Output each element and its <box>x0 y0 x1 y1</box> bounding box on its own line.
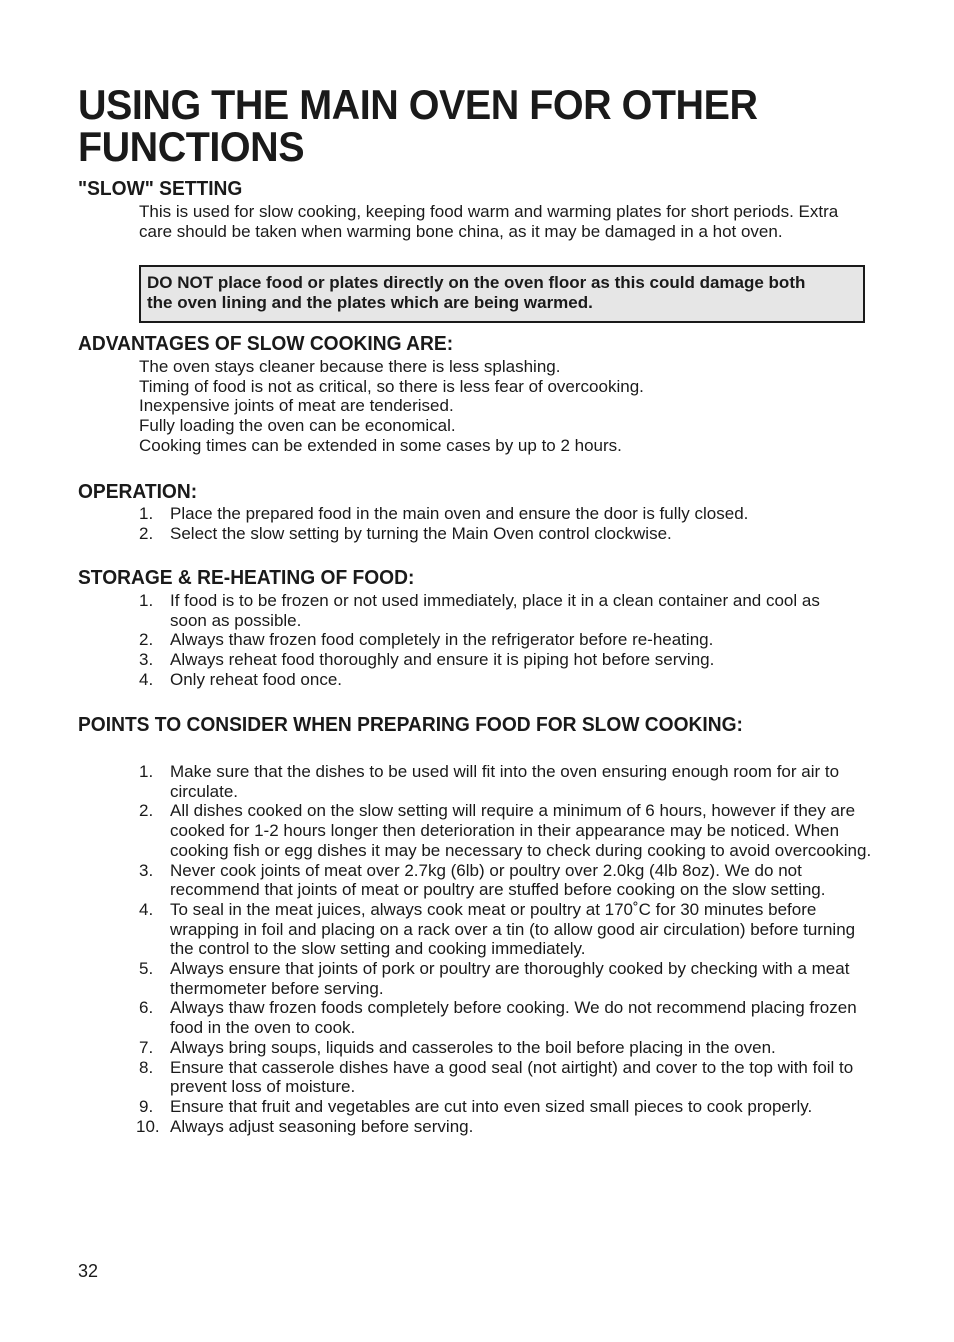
item-text: Always ensure that joints of pork or poultry are thoroughly cooked by checking with a meat thermometer before serving. <box>170 959 850 998</box>
points-heading: POINTS TO CONSIDER WHEN PREPARING FOOD FOR SLOW COOKING: <box>78 714 743 736</box>
item-text: Ensure that casserole dishes have a good seal (not airtight) and cover to the top with foil to prevent loss of moisture. <box>170 1057 854 1097</box>
list-item <box>136 1116 874 1137</box>
page-number: 32 <box>78 1261 99 1281</box>
list-item <box>139 504 874 524</box>
storage-heading: STORAGE & RE-HEATING OF FOOD: <box>78 567 415 589</box>
slow-setting-heading: "SLOW" SETTING <box>78 178 243 200</box>
item-text: Always adjust seasoning before serving. <box>170 1116 474 1136</box>
operation-list <box>139 504 874 543</box>
item-text: Only reheat food once. <box>170 669 343 689</box>
item-number: 5. <box>139 959 154 979</box>
item-text: Never cook joints of meat over 2.7kg (6lb) or poultry over 2.0kg (4lb 8oz). We do not recommend that joints of meat or poultry are stuffed before cooking on the slow setting. <box>170 860 826 900</box>
advantages-heading: ADVANTAGES OF SLOW COOKING ARE: <box>78 333 454 355</box>
slow-setting-description: This is used for slow cooking, keeping food warm and warming plates for short periods. Extra care should be taken when warming bone china, as it may be damaged in a hot oven. <box>139 202 839 241</box>
item-number: 2. <box>139 523 154 543</box>
item-number: 1. <box>139 591 154 610</box>
item-text: To seal in the meat juices, always cook meat or poultry at 170˚C for 30 minutes before wrapping in foil and placing on a rack over a tin (to allow good air circulation) before turning the control to the slow setting and cooking immediately. <box>170 899 856 959</box>
item-text: Always thaw frozen food completely in the refrigerator before re-heating. <box>170 630 714 650</box>
item-number: 7. <box>139 1037 154 1057</box>
item-number: 2. <box>139 801 154 821</box>
item-text: Place the prepared food in the main oven and ensure the door is fully closed. <box>170 504 749 523</box>
item-text: Always bring soups, liquids and casseroles to the boil before placing in the oven. <box>170 1037 776 1057</box>
storage-list <box>139 591 844 690</box>
list-item: Inexpensive joints of meat are tenderised. <box>139 396 454 416</box>
list-item: Timing of food is not as critical, so there is less fear of overcooking. <box>139 376 644 396</box>
list-item <box>139 1097 874 1117</box>
item-number: 2. <box>139 630 154 650</box>
advantages-list <box>139 357 859 456</box>
item-number: 8. <box>139 1057 154 1077</box>
list-item <box>139 801 874 860</box>
list-item <box>139 1038 874 1058</box>
list-item <box>139 591 844 630</box>
item-text: Ensure that fruit and vegetables are cut into even sized small pieces to cook properly. <box>170 1096 813 1116</box>
item-number: 1. <box>139 762 154 781</box>
warning-text: DO NOT place food or plates directly on the oven floor as this could damage both the oven lining and the plates which are being warmed. <box>147 273 806 312</box>
item-number: 10. <box>136 1116 160 1136</box>
item-number: 4. <box>139 669 154 689</box>
item-number: 1. <box>139 504 154 523</box>
list-item <box>139 670 844 690</box>
list-item <box>139 1058 874 1097</box>
page-title: USING THE MAIN OVEN FOR OTHER FUNCTIONS <box>78 81 758 170</box>
item-text: If food is to be frozen or not used immediately, place it in a clean container and cool as soon as possible. <box>170 591 820 630</box>
list-item: Cooking times can be extended in some cases by up to 2 hours. <box>139 435 622 455</box>
list-item <box>139 998 874 1037</box>
list-item: The oven stays cleaner because there is less splashing. <box>139 357 561 376</box>
list-item <box>139 959 874 998</box>
points-list <box>136 762 874 1136</box>
list-item <box>139 900 874 959</box>
item-number: 4. <box>139 899 154 919</box>
item-text: Select the slow setting by turning the Main Oven control clockwise. <box>170 523 672 543</box>
warning-box <box>139 265 865 323</box>
item-number: 9. <box>139 1096 154 1116</box>
list-item <box>139 630 844 650</box>
list-item <box>139 762 874 801</box>
list-item <box>139 861 874 900</box>
item-text: Always reheat food thoroughly and ensure it is piping hot before serving. <box>170 650 715 670</box>
item-text: All dishes cooked on the slow setting will require a minimum of 6 hours, however if they are cooked for 1-2 hours longer then deterioration in their appearance may be noticed. When cooking fish or egg dishes it may be necessary to check during cooking to avoid overcooking. <box>170 801 872 860</box>
operation-heading: OPERATION: <box>78 481 198 503</box>
item-text: Make sure that the dishes to be used will fit into the oven ensuring enough room for air to circulate. <box>170 762 840 801</box>
item-number: 3. <box>139 860 154 880</box>
list-item <box>139 524 874 544</box>
item-number: 6. <box>139 998 154 1018</box>
list-item <box>139 650 844 670</box>
item-text: Always thaw frozen foods completely before cooking. We do not recommend placing frozen food in the oven to cook. <box>170 998 857 1038</box>
list-item: Fully loading the oven can be economical. <box>139 416 456 436</box>
item-number: 3. <box>139 650 154 670</box>
